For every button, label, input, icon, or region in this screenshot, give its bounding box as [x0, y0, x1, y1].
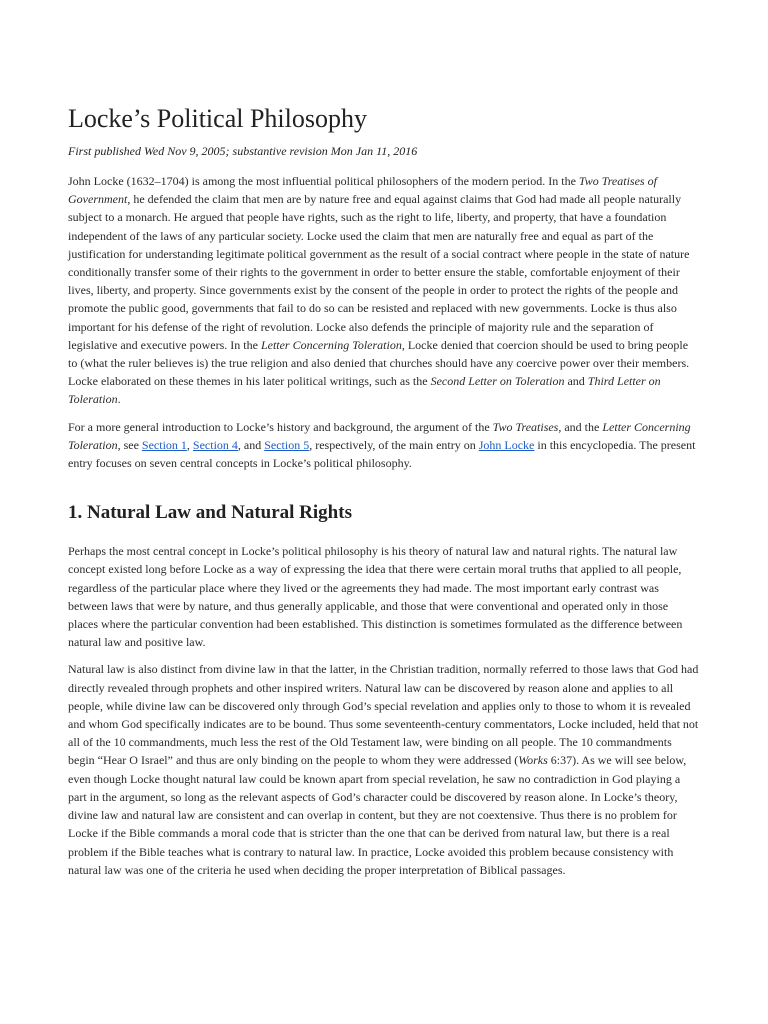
section1-paragraph-2	[68, 660, 700, 878]
italic-text: Letter Concerning Toleration	[68, 419, 691, 452]
text-run: and	[564, 374, 588, 389]
text-run: , and	[237, 437, 265, 452]
section-heading-natural-law: 1. Natural Law and Natural Rights	[68, 502, 352, 524]
publication-info: First published Wed Nov 9, 2005; substantive revision Mon Jan 11, 2016	[68, 144, 418, 158]
italic-text: Second Letter on Toleration	[430, 374, 565, 389]
text-run: Natural law is also distinct from divine law in that the latter, in the Christian tradition, normally referred to those laws that God had directly revealed through prophets and other inspired writers. Natural law can be discovered by reason alone and applies to all people, while divine law can be discovered only through God’s special revelation and applies only to those to whom it is revealed and whom God specifically indicates are to be bound. Thus some seventeenth-century commentators, Locke included, held that not all of the 10 commandments, much less the rest of the Old Testament law, were binding on all people. The 10 commandments begin “Hear O Israel” and thus are only binding on the people to whom they were addressed (	[68, 662, 699, 768]
italic-text: Letter Concerning Toleration	[260, 337, 402, 352]
link-section-4[interactable]: Section 4	[192, 437, 238, 452]
page-title: Locke’s Political Philosophy	[68, 104, 367, 133]
text-run: , Locke denied that coercion should be used to bring people to (what the ruler believes is) the true religion and also denied that churches should have any coercive power over their members. Locke elaborated on these themes in his later political writings, such as the	[68, 337, 690, 389]
text-run: , and the	[558, 419, 603, 434]
italic-text: Two Treatises	[492, 419, 559, 434]
text-run: For a more general introduction to Locke’s history and background, the argument of the	[68, 419, 493, 434]
text-run: 6:37). As we will see below, even though Locke thought natural law could be known apart from special revelation, he saw no contradiction in God playing a part in the argument, so long as the relevant aspects of God’s character could be discovered by reason alone. In Locke’s theory, divine law and natural law are consistent and can overlap in content, but they are not coextensive. Thus there is no problem for Locke if the Bible commands a moral code that is stricter than the one that can be derived from natural law, but there is a real problem if the Bible teaches what is contrary to natural law. In practice, Locke avoided this problem because consistency with natural law was one of the criteria he used when deciding the proper interpretation of Biblical passages.	[68, 753, 687, 877]
italic-text: Third Letter on Toleration	[68, 374, 661, 407]
text-run: , respectively, of the main entry on	[309, 437, 479, 452]
text-run: John Locke (1632–1704) is among the most influential political philosophers of the modern period. In the	[68, 174, 579, 188]
link-john-locke[interactable]: John Locke	[478, 437, 535, 452]
text-run: , see	[117, 437, 142, 452]
text-run: ,	[186, 437, 193, 452]
link-section-5[interactable]: Section 5	[264, 437, 310, 452]
italic-text: Two Treatises of Government	[68, 174, 657, 207]
italic-text: Works	[518, 753, 548, 768]
intro-paragraph-1	[68, 172, 700, 409]
link-section-1[interactable]: Section 1	[141, 437, 187, 452]
text-run: in this encyclopedia. The present entry focuses on seven central concepts in Locke’s political philosophy.	[68, 437, 696, 471]
text-run: .	[117, 392, 121, 407]
text-run: , he defended the claim that men are by nature free and equal against claims that God had made all people naturally subject to a monarch. He argued that people have rights, such as the right to life, liberty, and property, that have a foundation independent of the laws of any particular society. Locke used the claim that men are naturally free and equal as part of the justification for understanding legitimate political government as the result of a social contract where people in the state of nature conditionally transfer some of their rights to the government in order to better ensure the stable, comfortable enjoyment of their lives, liberty, and property. Since governments exist by the consent of the people in order to protect the rights of the people and promote the public good, governments that fail to do so can be resisted and replaced with new governments. Locke is thus also important for his defense of the right of revolution. Locke also defends the principle of majority rule and the separation of legislative and executive powers. In the	[68, 192, 690, 352]
intro-paragraph-2	[68, 418, 700, 473]
text-run: Perhaps the most central concept in Locke’s political philosophy is his theory of natural law and natural rights. The natural law concept existed long before Locke as a way of expressing the idea that there were certain moral truths that applied to all people, regardless of the particular place where they lived or the agreements they had made. The most important early contrast was between laws that were by nature, and thus generally applicable, and those that were conventional and operated only in those places where the particular convention had been established. This distinction is sometimes formulated as the difference between natural law and positive law.	[68, 544, 683, 650]
section1-paragraph-1	[68, 542, 700, 651]
